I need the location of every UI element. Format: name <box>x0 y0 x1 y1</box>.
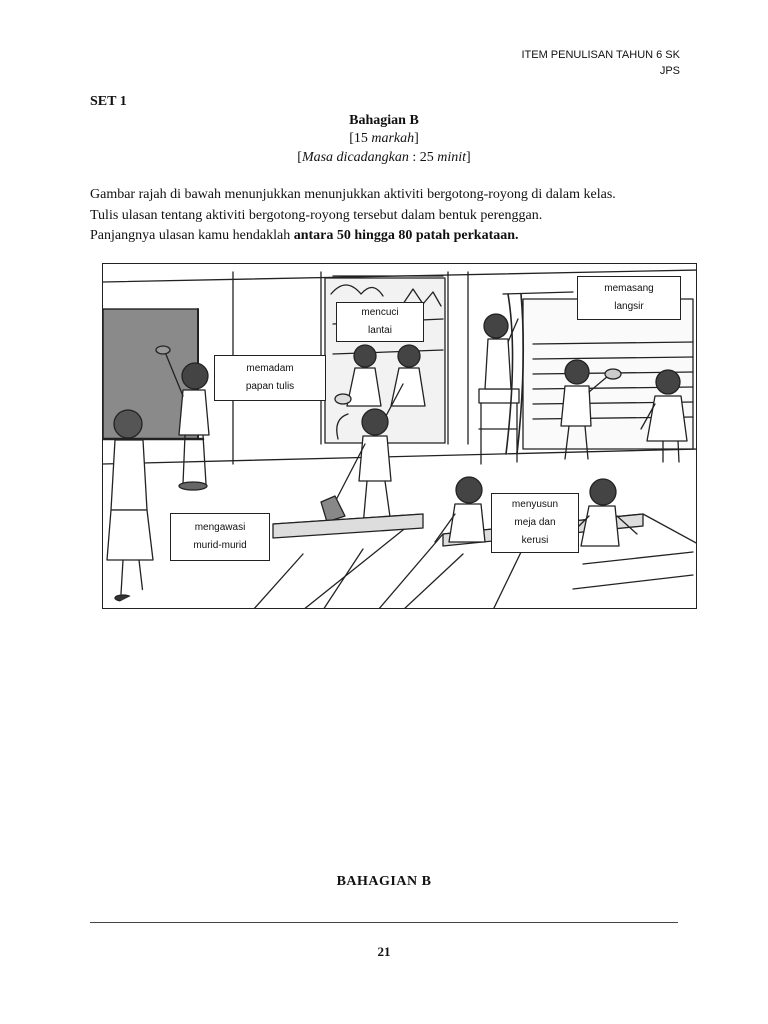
instruction-line-3: Panjangnya ulasan kamu hendaklah antara 50 hingga 80 patah perkataan. <box>90 228 519 243</box>
callout-mencuci-lantai: mencuci lantai <box>336 302 424 342</box>
set-label: SET 1 <box>90 94 127 109</box>
instruction-line-2: Tulis ulasan tentang aktiviti bergotong-royong tersebut dalam bentuk perenggan. <box>90 207 543 223</box>
callout-memadam-papan-tulis: memadam papan tulis <box>214 355 326 401</box>
instructions <box>90 185 710 247</box>
page-number: 21 <box>377 944 391 959</box>
footer-divider <box>90 922 678 923</box>
header-line-1: ITEM PENULISAN TAHUN 6 SK <box>521 49 680 61</box>
classroom-illustration <box>102 263 697 609</box>
time-line: [Masa dicadangkan : 25 minit] <box>297 150 471 165</box>
header-line-2: JPS <box>659 65 680 77</box>
section-title: Bahagian B <box>349 113 419 128</box>
page-header <box>521 47 680 79</box>
callout-memasang-langsir: memasang langsir <box>577 276 681 320</box>
marks-line: [15 markah] <box>349 131 419 146</box>
callout-mengawasi-murid: mengawasi murid-murid <box>170 513 270 561</box>
section-footer-label: BAHAGIAN B <box>336 874 432 889</box>
instruction-line-1: Gambar rajah di bawah menunjukkan menunjukkan aktiviti bergotong-royong di dalam kelas. <box>90 187 616 202</box>
chair-and-girl <box>479 314 519 464</box>
callout-menyusun-meja: menyusun meja dan kerusi <box>491 493 579 553</box>
